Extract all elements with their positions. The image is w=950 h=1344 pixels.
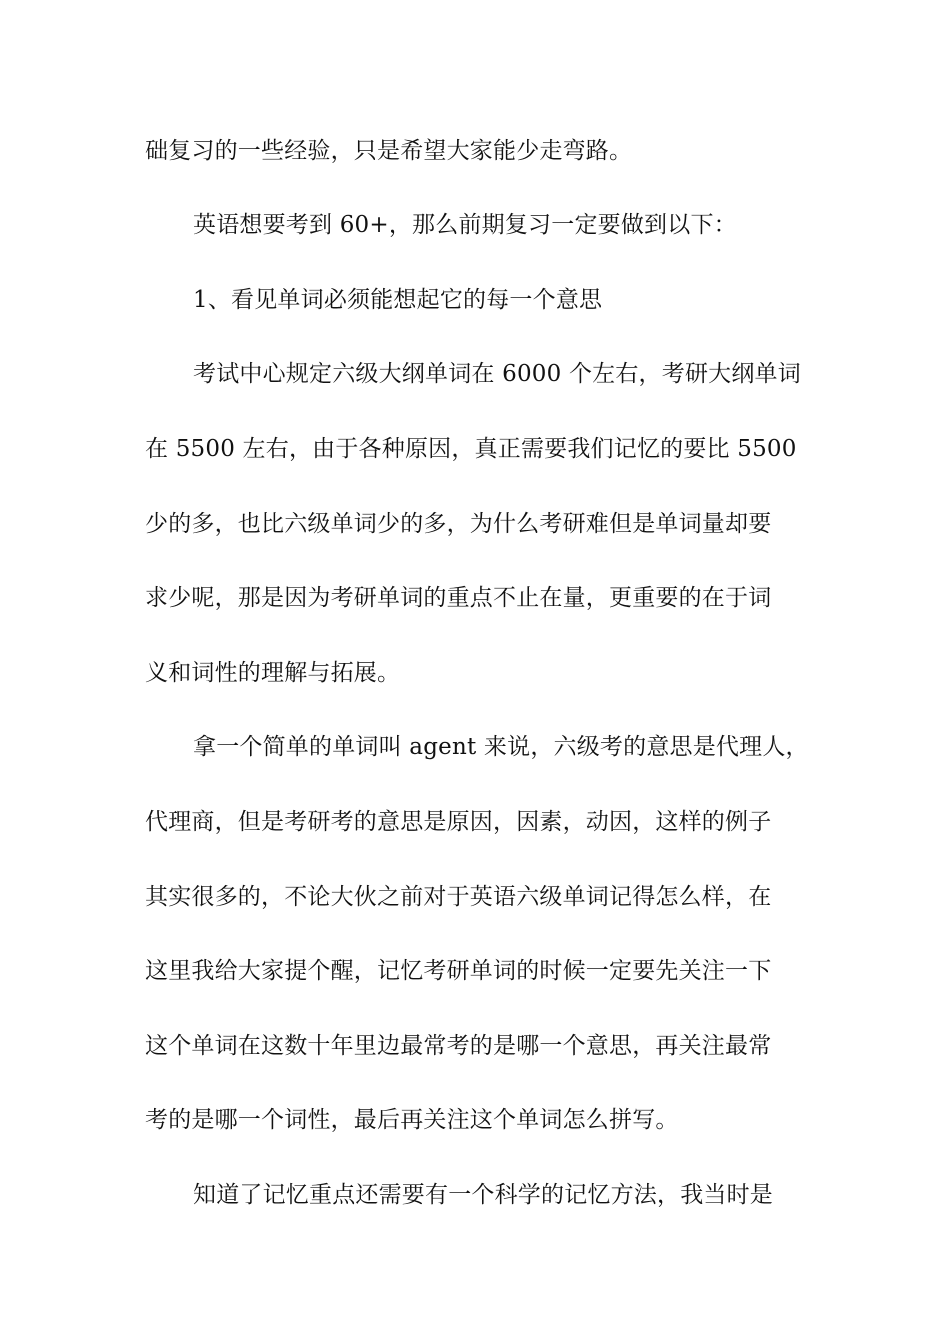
- text-line-9: 拿一个简单的单词叫 agent 来说，六级考的意思是代理人，: [193, 734, 809, 760]
- text-line-5: 在 5500 左右，由于各种原因，真正需要我们记忆的要比 5500: [145, 436, 797, 462]
- text-line-6: 少的多，也比六级单词少的多，为什么考研难但是单词量却要: [145, 511, 772, 537]
- text-line-8: 义和词性的理解与拓展。: [145, 660, 401, 686]
- text-line-7: 求少呢，那是因为考研单词的重点不止在量，更重要的在于词: [145, 585, 772, 611]
- text-line-1: 础复习的一些经验，只是希望大家能少走弯路。: [145, 138, 633, 164]
- text-line-10: 代理商，但是考研考的意思是原因，因素，动因，这样的例子: [145, 809, 772, 835]
- text-line-2: 英语想要考到 60+，那么前期复习一定要做到以下：: [193, 212, 737, 238]
- text-line-11: 其实很多的，不论大伙之前对于英语六级单词记得怎么样，在: [145, 884, 772, 910]
- text-line-4: 考试中心规定六级大纲单词在 6000 个左右，考研大纲单词: [193, 361, 801, 387]
- text-line-15: 知道了记忆重点还需要有一个科学的记忆方法，我当时是: [193, 1182, 773, 1208]
- text-line-12: 这里我给大家提个醒，记忆考研单词的时候一定要先关注一下: [145, 958, 772, 984]
- text-line-14: 考的是哪一个词性，最后再关注这个单词怎么拼写。: [145, 1107, 679, 1133]
- text-line-3: 1、看见单词必须能想起它的每一个意思: [193, 287, 603, 313]
- text-line-13: 这个单词在这数十年里边最常考的是哪一个意思，再关注最常: [145, 1033, 772, 1059]
